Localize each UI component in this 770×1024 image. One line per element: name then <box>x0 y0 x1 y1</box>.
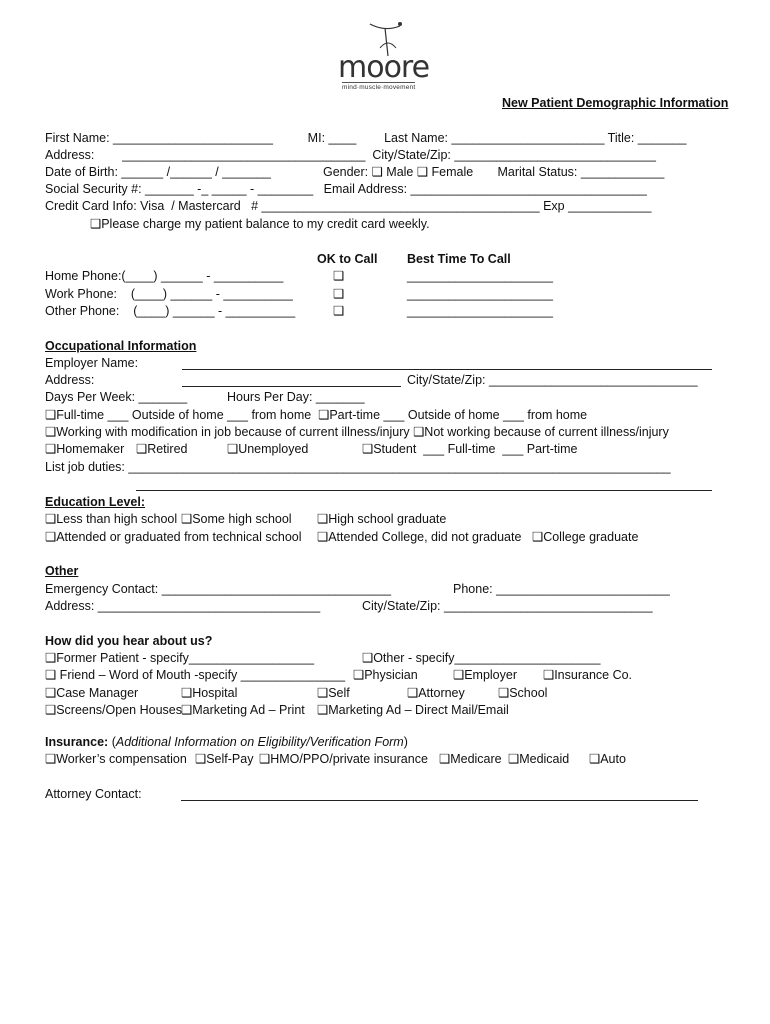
emergency-address-field[interactable]: Address: ________________________________ <box>45 599 321 613</box>
credit-card-line[interactable]: Credit Card Info: Visa / Mastercard # ________________________________________ Exp ____________ <box>45 199 652 213</box>
other-phone-field[interactable]: Other Phone: (____) ______ - __________ <box>45 304 296 318</box>
logo-tagline: mind·muscle·movement <box>342 84 416 91</box>
medicaid-checkbox[interactable]: ❑Medicaid <box>508 752 570 766</box>
less-than-hs-checkbox[interactable]: ❑Less than high school <box>45 512 178 526</box>
case-manager-checkbox[interactable]: ❑Case Manager <box>45 686 139 700</box>
address-fields-line[interactable]: Address: ___________________________________ City/State/Zip: _____________________________ <box>45 148 656 162</box>
best-time-header: Best Time To Call <box>407 252 511 266</box>
home-best-time-field[interactable]: _____________________ <box>407 269 553 283</box>
college-grad-checkbox[interactable]: ❑College graduate <box>532 530 639 544</box>
friend-checkbox[interactable]: ❑ Friend – Word of Mouth -specify _______________ <box>45 668 346 682</box>
insurance-note: Additional Information on Eligibility/Verification Form <box>115 735 404 749</box>
hs-grad-checkbox[interactable]: ❑High school graduate <box>317 512 447 526</box>
page-title: New Patient Demographic Information <box>502 96 729 110</box>
employer-address-field[interactable] <box>182 386 401 387</box>
hospital-checkbox[interactable]: ❑Hospital <box>181 686 238 700</box>
employment-type-line[interactable]: ❑Full-time ___ Outside of home ___ from home ❑Part-time ___ Outside of home ___ from home <box>45 408 588 422</box>
unemployed-checkbox[interactable]: ❑Unemployed <box>227 442 309 456</box>
attended-college-checkbox[interactable]: ❑Attended College, did not graduate <box>317 530 522 544</box>
employer-name-field[interactable] <box>182 369 712 370</box>
workers-comp-checkbox[interactable]: ❑Worker’s compensation <box>45 752 187 766</box>
emergency-city-field[interactable]: City/State/Zip: ______________________________ <box>362 599 653 613</box>
employer-address-label: Address: <box>45 373 95 387</box>
attorney-contact-field[interactable] <box>181 800 698 801</box>
medicare-checkbox[interactable]: ❑Medicare <box>439 752 502 766</box>
marketing-print-checkbox[interactable]: ❑Marketing Ad – Print <box>181 703 305 717</box>
employer-checkbox[interactable]: ❑Employer <box>453 668 518 682</box>
insurance-open-paren: ( <box>108 735 116 749</box>
hours-per-day-field[interactable]: Hours Per Day: _______ <box>227 390 365 404</box>
hmo-checkbox[interactable]: ❑HMO/PPO/private insurance <box>259 752 428 766</box>
self-pay-checkbox[interactable]: ❑Self-Pay <box>195 752 254 766</box>
some-hs-checkbox[interactable]: ❑Some high school <box>181 512 292 526</box>
employer-city-field[interactable]: City/State/Zip: ______________________________ <box>407 373 698 387</box>
work-phone-field[interactable]: Work Phone: (____) ______ - __________ <box>45 287 293 301</box>
employer-name-label: Employer Name: <box>45 356 139 370</box>
other-ok-checkbox[interactable]: ❑ <box>333 304 345 318</box>
moore-logo <box>330 18 440 90</box>
technical-school-checkbox[interactable]: ❑Attended or graduated from technical school <box>45 530 302 544</box>
name-fields-line[interactable]: First Name: _______________________ MI: ____ Last Name: ______________________ Title: _______ <box>45 131 687 145</box>
emergency-phone-field[interactable]: Phone: _________________________ <box>453 582 670 596</box>
referral-heading: How did you hear about us? <box>45 634 213 648</box>
home-ok-checkbox[interactable]: ❑ <box>333 269 345 283</box>
education-heading: Education Level: <box>45 495 146 509</box>
insurance-close-paren: ) <box>403 735 408 749</box>
insurance-label: Insurance: <box>45 735 109 749</box>
work-ok-checkbox[interactable]: ❑ <box>333 287 345 301</box>
marketing-mail-checkbox[interactable]: ❑Marketing Ad – Direct Mail/Email <box>317 703 509 717</box>
work-status-line[interactable]: ❑Working with modification in job because of current illness/injury ❑Not working because of current illness/injury <box>45 425 669 439</box>
other-best-time-field[interactable]: _____________________ <box>407 304 553 318</box>
work-best-time-field[interactable]: _____________________ <box>407 287 553 301</box>
dob-gender-line[interactable]: Date of Birth: ______ /______ / _______ Gender: ❑ Male ❑ Female Marital Status: ____________ <box>45 165 665 179</box>
other-heading: Other <box>45 564 79 578</box>
screens-checkbox[interactable]: ❑Screens/Open Houses <box>45 703 182 717</box>
ok-to-call-header: OK to Call <box>317 252 378 266</box>
job-duties-field[interactable]: List job duties: ______________________________________________________________________________ <box>45 460 671 474</box>
insurance-co-checkbox[interactable]: ❑Insurance Co. <box>543 668 633 682</box>
auto-checkbox[interactable]: ❑Auto <box>589 752 626 766</box>
homemaker-checkbox[interactable]: ❑Homemaker <box>45 442 125 456</box>
home-phone-field[interactable]: Home Phone:(____) ______ - __________ <box>45 269 284 283</box>
insurance-heading <box>45 734 408 750</box>
retired-checkbox[interactable]: ❑Retired <box>136 442 188 456</box>
ssn-email-line[interactable]: Social Security #: _______ -_ _____ - ________ Email Address: __________________________________ <box>45 182 647 196</box>
attorney-contact-label: Attorney Contact: <box>45 787 142 801</box>
emergency-contact-field[interactable]: Emergency Contact: _________________________________ <box>45 582 392 596</box>
charge-card-checkbox[interactable]: ❑Please charge my patient balance to my credit card weekly. <box>90 217 430 231</box>
occupational-heading: Occupational Information <box>45 339 197 353</box>
other-specify-checkbox[interactable]: ❑Other - specify_____________________ <box>362 651 601 665</box>
attorney-checkbox[interactable]: ❑Attorney <box>407 686 465 700</box>
self-checkbox[interactable]: ❑Self <box>317 686 350 700</box>
physician-checkbox[interactable]: ❑Physician <box>353 668 418 682</box>
logo-wordmark: moore <box>338 50 430 85</box>
school-checkbox[interactable]: ❑School <box>498 686 548 700</box>
job-duties-extra-line[interactable] <box>136 490 712 491</box>
former-patient-checkbox[interactable]: ❑Former Patient - specify__________________ <box>45 651 315 665</box>
days-per-week-field[interactable]: Days Per Week: _______ <box>45 390 188 404</box>
student-checkbox[interactable]: ❑Student ___ Full-time ___ Part-time <box>362 442 578 456</box>
